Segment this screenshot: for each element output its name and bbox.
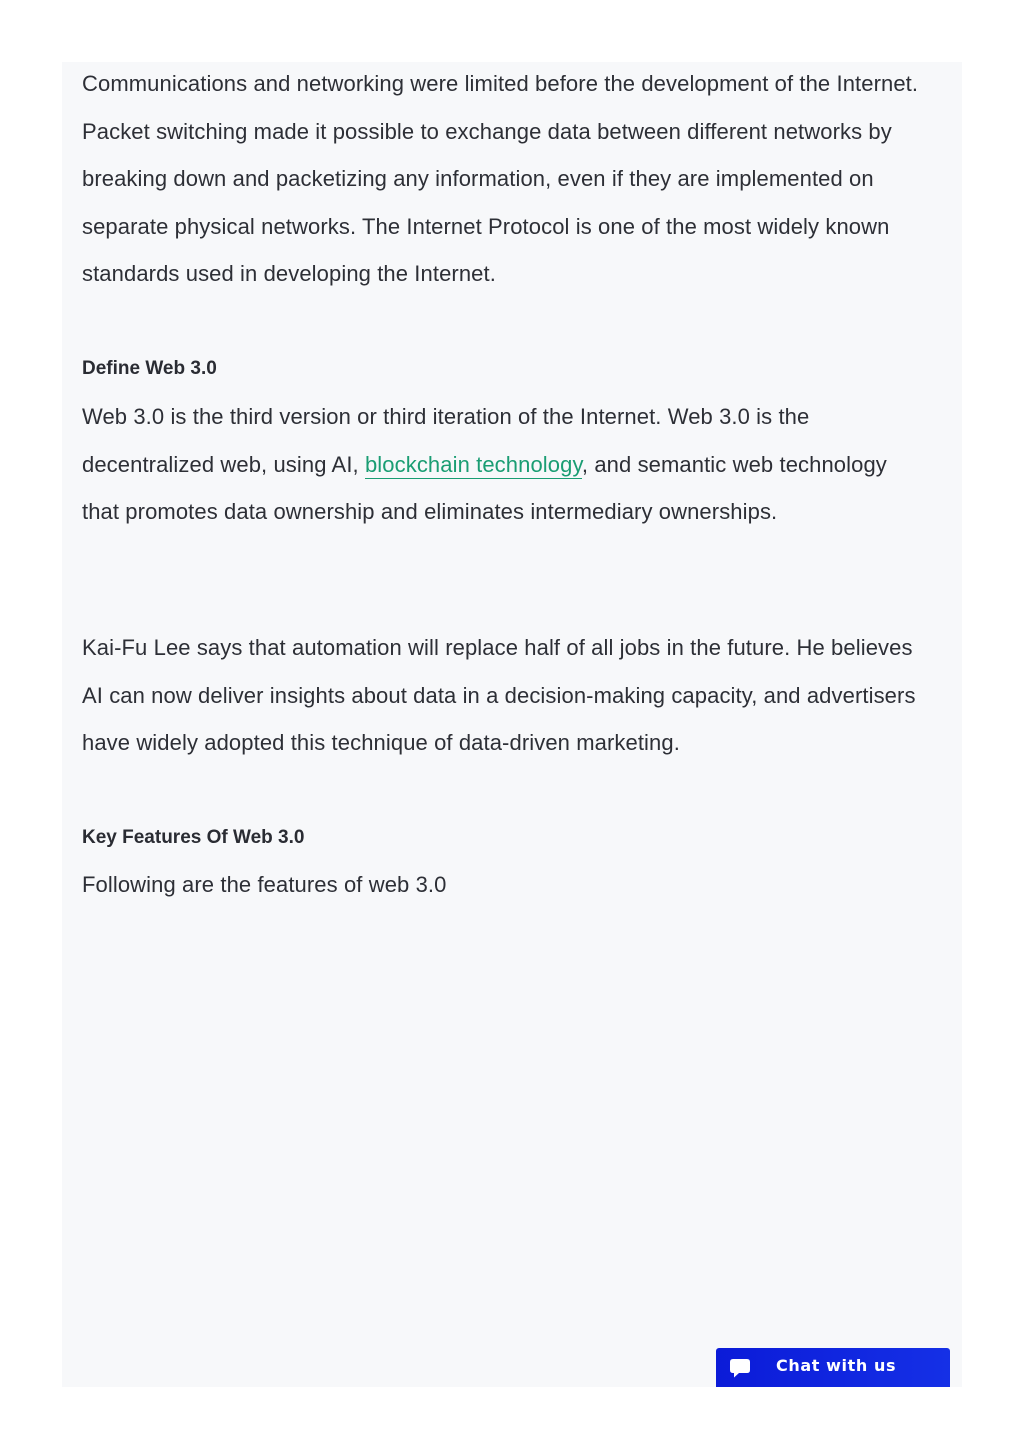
chat-with-us-label: Chat with us xyxy=(776,1356,897,1375)
article-panel xyxy=(62,62,962,1387)
blockchain-technology-link[interactable]: blockchain technology xyxy=(364,451,582,477)
paragraph-web3-definition xyxy=(82,393,902,536)
paragraph-internet-history: Communications and networking were limited before the development of the Internet. Packet switching made it possible to exchange data between different networks by breaking down and packetizing any information, even if they are implemented on separate physical networks. The Internet Protocol is one of the most widely known standards used in developing the Internet. xyxy=(82,71,919,286)
heading-define-web3: Define Web 3.0 xyxy=(82,358,217,379)
paragraph-features-intro: Following are the features of web 3.0 xyxy=(82,872,447,897)
paragraph-web3-text-before-link: Web 3.0 is the third version or third iteration of the Internet. Web 3.0 is the decentralized web, using AI, xyxy=(82,404,810,477)
paragraph-kai-fu-lee: Kai-Fu Lee says that automation will replace half of all jobs in the future. He believes AI can now deliver insights about data in a decision-making capacity, and advertisers have widely adopted this technique of data-driven marketing. xyxy=(82,635,916,755)
heading-key-features: Key Features Of Web 3.0 xyxy=(82,827,305,848)
chat-with-us-button[interactable] xyxy=(716,1348,950,1387)
chat-bubble-icon xyxy=(716,1348,764,1387)
paragraph-web3-text-after-link: , and semantic web technology that promotes data ownership and eliminates intermediary ownerships. xyxy=(82,451,887,524)
